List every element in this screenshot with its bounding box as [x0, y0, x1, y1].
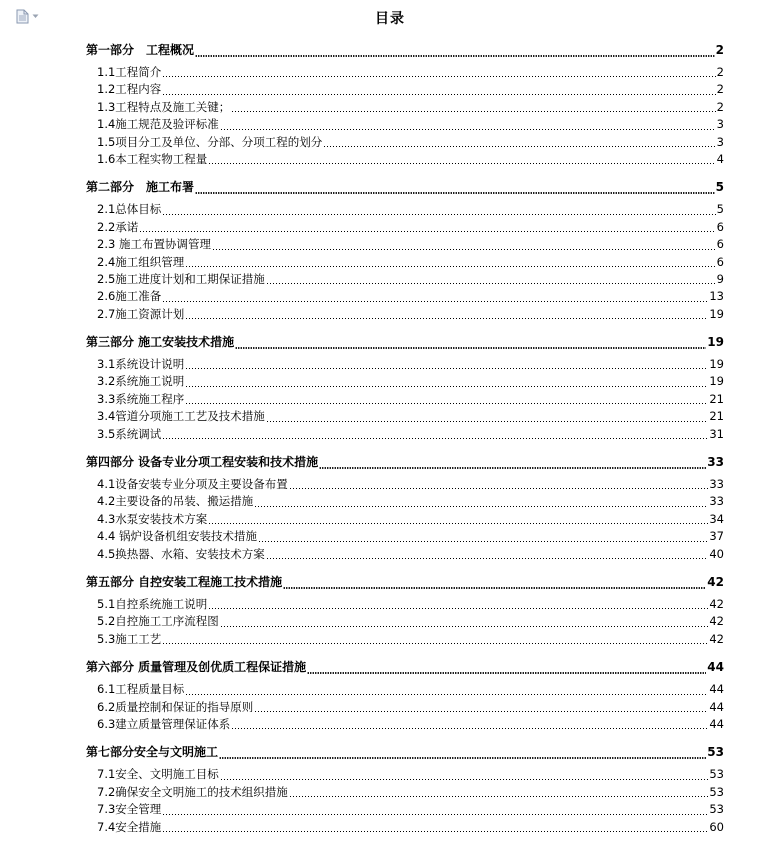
toc-leader-dots	[266, 421, 709, 422]
toc-page-number: 2	[716, 82, 724, 97]
toc-leader-dots	[185, 694, 708, 695]
toc-leader-dots	[254, 506, 708, 507]
toc-entry-title: 1.3工程特点及施工关键；	[97, 99, 231, 114]
toc-leader-dots	[185, 386, 708, 387]
toc-entry[interactable]	[86, 681, 724, 698]
toc-entry[interactable]	[86, 819, 724, 836]
toc-entry[interactable]	[86, 784, 724, 801]
toc-entry-title: 5.1自控系统施工说明	[97, 596, 208, 611]
toc-page-number: 21	[709, 409, 724, 424]
toc-chapter-title: 第四部分 设备专业分项工程安装和技术措施	[86, 455, 319, 470]
toc-entry[interactable]	[86, 596, 724, 613]
toc-leader-dots	[162, 438, 708, 439]
toc-entry-title: 2.2承诺	[97, 219, 139, 234]
toc-page-number: 60	[709, 819, 724, 834]
toc-page-number: 44	[707, 660, 724, 675]
toc-entry[interactable]	[86, 219, 724, 236]
toc-leader-dots	[254, 711, 708, 712]
toc-page-number: 44	[709, 682, 724, 697]
toc-leader-dots	[266, 558, 709, 559]
toc-leader-dots	[319, 467, 706, 469]
toc-leader-dots	[289, 796, 709, 797]
toc-entry[interactable]	[86, 391, 724, 408]
toc-leader-dots	[323, 146, 715, 147]
toc-entry-title: 3.3系统施工程序	[97, 391, 185, 406]
toc-page-number: 19	[709, 306, 724, 321]
toc-entry[interactable]	[86, 134, 724, 151]
toc-page-number: 53	[709, 802, 724, 817]
toc-leader-dots	[185, 368, 708, 369]
toc-entry[interactable]	[86, 271, 724, 288]
toc-leader-dots	[162, 814, 708, 815]
toc-entry[interactable]	[86, 306, 724, 323]
toc-entry-title: 1.1工程简介	[97, 65, 162, 79]
toc-entry-title: 2.6施工准备	[97, 289, 162, 304]
toc-chapter-entry[interactable]	[86, 743, 724, 763]
toc-entry[interactable]	[86, 81, 724, 98]
toc-entry[interactable]	[86, 476, 724, 493]
toc-entry-title: 2.3 施工布置协调管理	[97, 237, 211, 252]
toc-chapter-title: 第七部分安全与文明施工	[86, 745, 219, 760]
page-title: 目录	[375, 11, 405, 27]
toc-entry[interactable]	[86, 511, 724, 528]
toc-leader-dots	[185, 318, 708, 319]
toc-section	[86, 453, 724, 563]
toc-entry-title: 4.4 锅炉设备机组安装技术措施	[97, 529, 257, 544]
toc-chapter-entry[interactable]	[86, 453, 724, 473]
toc-entry-title: 5.3施工工艺	[97, 631, 162, 646]
toc-entry[interactable]	[86, 801, 724, 818]
toc-entry-title: 3.4管道分项施工工艺及技术措施	[97, 409, 265, 424]
toc-page-number: 3	[716, 117, 724, 132]
toc-page-number: 53	[709, 767, 724, 782]
toc-page-number: 3	[716, 134, 724, 149]
toc-leader-dots	[220, 626, 709, 627]
toc-entry-title: 1.2工程内容	[97, 82, 162, 97]
toc-leader-dots	[195, 55, 715, 57]
toc-page-number: 42	[709, 614, 724, 629]
toc-leader-dots	[307, 672, 706, 674]
toc-leader-dots	[208, 523, 708, 524]
toc-entry-title: 1.6本工程实物工程量	[97, 151, 208, 166]
toc-chapter-entry[interactable]	[86, 178, 724, 198]
toc-leader-dots	[162, 643, 708, 644]
toc-leader-dots	[212, 249, 716, 250]
toc-page-number: 37	[709, 529, 724, 544]
toc-page-number: 33	[709, 494, 724, 509]
toc-section	[86, 41, 724, 168]
toc-leader-dots	[235, 347, 706, 349]
toc-chapter-entry[interactable]	[86, 41, 724, 61]
toc-entry-title: 7.4安全措施	[97, 819, 162, 834]
toc-entry[interactable]	[86, 408, 724, 425]
toc-section	[86, 658, 724, 733]
toc-leader-dots	[283, 587, 706, 589]
toc-page-number: 40	[709, 546, 724, 561]
toc-entry[interactable]	[86, 716, 724, 733]
toc-entry[interactable]	[86, 373, 724, 390]
toc-entry[interactable]	[86, 64, 724, 81]
toc-page-number: 19	[707, 335, 724, 350]
toc-page-number: 31	[709, 426, 724, 441]
toc-leader-dots	[219, 757, 706, 759]
table-of-contents	[86, 41, 724, 846]
toc-section	[86, 573, 724, 648]
toc-page-number: 42	[709, 631, 724, 646]
toc-leader-dots	[162, 831, 708, 832]
toc-entry-title: 6.3建立质量管理保证体系	[97, 716, 231, 731]
toc-leader-dots	[258, 541, 708, 542]
toc-page-number: 6	[716, 254, 724, 269]
toc-chapter-title: 第三部分 施工安装技术措施	[86, 335, 235, 350]
toc-page-number: 2	[715, 43, 724, 57]
toc-entry[interactable]	[86, 426, 724, 443]
toc-entry-title: 4.5换热器、水箱、安装技术方案	[97, 546, 265, 561]
toc-entry-title: 5.2自控施工工序流程图	[97, 614, 219, 629]
toc-leader-dots	[162, 301, 708, 302]
toc-page-number: 6	[716, 237, 724, 252]
toc-leader-dots	[208, 608, 708, 609]
toc-chapter-entry[interactable]	[86, 573, 724, 593]
toc-entry[interactable]	[86, 288, 724, 305]
toc-entry-title: 6.2质量控制和保证的指导原则	[97, 699, 254, 714]
toc-entry-title: 3.5系统调试	[97, 426, 162, 441]
toc-leader-dots	[266, 283, 716, 284]
toc-page-number: 44	[709, 716, 724, 731]
toc-page-number: 53	[709, 784, 724, 799]
toc-entry[interactable]	[86, 201, 724, 218]
toc-entry[interactable]	[86, 699, 724, 716]
toc-chapter-title: 第五部分 自控安装工程施工技术措施	[86, 574, 283, 589]
toc-section	[86, 333, 724, 443]
toc-entry[interactable]	[86, 236, 724, 253]
toc-entry[interactable]	[86, 254, 724, 271]
toc-leader-dots	[231, 111, 715, 112]
toc-leader-dots	[185, 403, 708, 404]
toc-entry[interactable]	[86, 116, 724, 133]
toc-leader-dots	[185, 266, 715, 267]
toc-entry-title: 1.4施工规范及验评标准	[97, 117, 219, 132]
toc-entry-title: 7.3安全管理	[97, 802, 162, 817]
toc-page-number: 34	[709, 511, 724, 526]
toc-page-number: 19	[709, 374, 724, 389]
toc-page-number: 2	[716, 99, 724, 114]
toc-page-number: 33	[707, 455, 724, 470]
toc-leader-dots	[162, 214, 715, 215]
toc-entry-title: 3.1系统设计说明	[97, 357, 185, 372]
toc-page-number: 19	[709, 357, 724, 372]
toc-entry[interactable]	[86, 356, 724, 373]
toc-entry-title: 2.7施工资源计划	[97, 306, 185, 321]
toc-entry-title: 3.2系统施工说明	[97, 374, 185, 389]
toc-page-number: 21	[709, 391, 724, 406]
toc-page-number: 33	[709, 477, 724, 492]
toc-page-number: 42	[707, 574, 724, 589]
toc-leader-dots	[208, 163, 715, 164]
toc-entry-title: 2.5施工进度计划和工期保证措施	[97, 271, 265, 286]
toc-entry-title: 1.5项目分工及单位、分部、分项工程的划分	[97, 134, 323, 149]
toc-page-number: 4	[716, 151, 724, 166]
toc-entry[interactable]	[86, 528, 724, 545]
toc-leader-dots	[139, 231, 715, 232]
toc-leader-dots	[289, 488, 709, 489]
toc-entry-title: 2.4施工组织管理	[97, 254, 185, 269]
toc-entry-title: 7.2确保安全文明施工的技术组织措施	[97, 784, 288, 799]
toc-page-number: 5	[716, 202, 724, 217]
toc-entry-title: 4.2主要设备的吊装、搬运措施	[97, 494, 254, 509]
toc-entry-title: 7.1安全、文明施工目标	[97, 767, 219, 782]
toc-page-number: 53	[707, 745, 724, 760]
toc-page-number: 13	[709, 289, 724, 304]
toc-entry-title: 2.1总体目标	[97, 202, 162, 217]
toc-leader-dots	[220, 129, 716, 130]
toc-entry[interactable]	[86, 546, 724, 563]
toc-chapter-entry[interactable]	[86, 333, 724, 353]
toc-section	[86, 743, 724, 836]
toc-leader-dots	[220, 779, 709, 780]
toc-leader-dots	[195, 192, 715, 194]
toc-entry-title: 6.1工程质量目标	[97, 682, 185, 697]
toc-entry[interactable]	[86, 151, 724, 168]
toc-page-number: 2	[716, 65, 724, 79]
toc-entry[interactable]	[86, 493, 724, 510]
toc-entry[interactable]	[86, 613, 724, 630]
toc-entry[interactable]	[86, 766, 724, 783]
toc-page-number: 42	[709, 596, 724, 611]
toc-page-number: 44	[709, 699, 724, 714]
toc-page-number: 5	[715, 180, 724, 195]
toc-leader-dots	[231, 728, 708, 729]
toc-chapter-title: 第一部分 工程概况	[86, 43, 195, 57]
toc-leader-dots	[162, 94, 715, 95]
toc-chapter-title: 第六部分 质量管理及创优质工程保证措施	[86, 660, 307, 675]
toc-entry[interactable]	[86, 99, 724, 116]
toc-chapter-entry[interactable]	[86, 658, 724, 678]
toc-entry[interactable]	[86, 631, 724, 648]
toc-entry-title: 4.1设备安装专业分项及主要设备布置	[97, 477, 288, 492]
toc-page-number: 6	[716, 219, 724, 234]
toc-section	[86, 178, 724, 323]
toc-leader-dots	[162, 76, 715, 77]
toc-page-number: 9	[716, 271, 724, 286]
toc-chapter-title: 第二部分 施工布署	[86, 180, 195, 195]
toc-entry-title: 4.3水泵安装技术方案	[97, 511, 208, 526]
